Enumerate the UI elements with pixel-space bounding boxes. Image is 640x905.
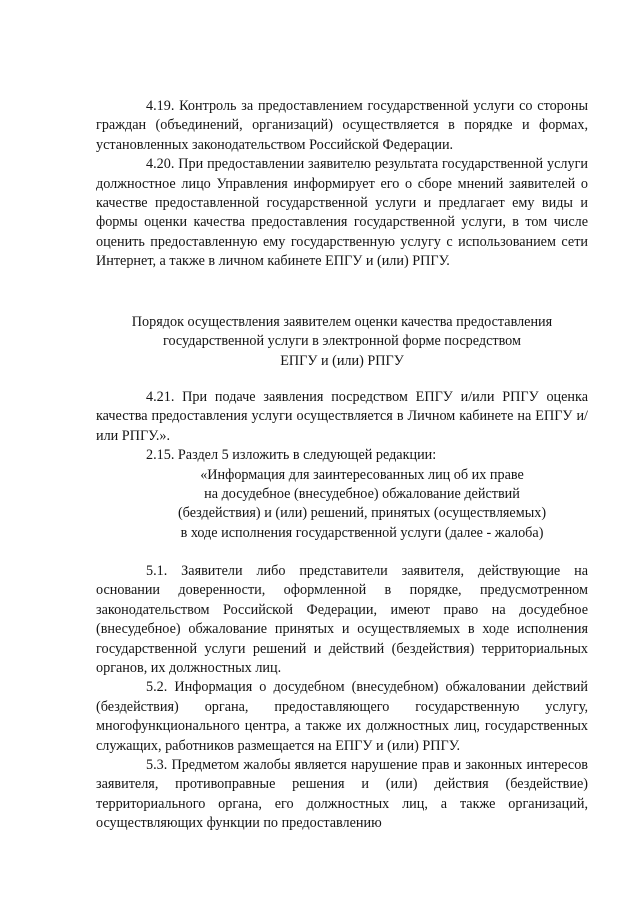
heading-line-2: государственной услуги в электронной форме посредством bbox=[163, 333, 521, 350]
heading-quality-assessment bbox=[96, 313, 588, 371]
paragraph-4-19: 4.19. Контроль за предоставлением государственной услуги со стороны граждан (объединений, организаций) осуществляется в порядке и формах, установленных законодательством Российской Федерации. bbox=[96, 98, 588, 153]
section-4-block bbox=[96, 97, 588, 272]
heading-2-line-3: (бездействия) и (или) решений, принятых (осуществляемых) bbox=[177, 505, 547, 522]
heading-complaint-info bbox=[96, 466, 588, 544]
paragraph-5-2: 5.2. Информация о досудебном (внесудебном) обжаловании действий (бездействия) органа, предоставляющего государственную услугу, многофункционального центра, а также их должностных лиц, государственных служащих, работников размещается на ЕПГУ и (или) РПГУ. bbox=[96, 679, 588, 754]
heading-2-line-1: «Информация для заинтересованных лиц об их праве bbox=[200, 466, 524, 483]
paragraph-4-20: 4.20. При предоставлении заявителю результата государственной услуги должностное лицо Управления информирует его о сборе мнений заявителей о качестве предоставленной государственной услуги и предлагает ему виды и формы оценки качества предоставления государственной услуги, в том числе оценить предоставленную ему государственную услугу с использованием сети Интернет, а также в личном кабинете ЕПГУ и (или) РПГУ. bbox=[96, 156, 588, 270]
heading-2-line-2: на досудебное (внесудебное) обжалование действий bbox=[204, 486, 520, 503]
paragraph-5-1: 5.1. Заявители либо представители заявителя, действующие на основании доверенности, оформленной в порядке, предусмотренном законодательством Российской Федерации, имеют право на досудебное (внесудебное) обжалование принятых и осуществляемых в ходе исполнения государственной услуги решений и действий (бездействия) территориальных органов, их должностных лиц. bbox=[96, 563, 588, 677]
paragraph-4-21: 4.21. При подаче заявления посредством ЕПГУ и/или РПГУ оценка качества предоставления услуги осуществляется в Личном кабинете на ЕПГУ и/или РПГУ.». bbox=[96, 389, 588, 444]
section-5-block bbox=[96, 562, 588, 834]
heading-line-1: Порядок осуществления заявителем оценки качества предоставления bbox=[131, 314, 553, 330]
paragraph-5-3: 5.3. Предметом жалобы является нарушение прав и законных интересов заявителя, противоправные решения и (или) действия (бездействие) территориального органа, его должностных лиц, а также организаций, осуществляющих функции по предоставлению bbox=[96, 757, 588, 832]
paragraph-2-15: 2.15. Раздел 5 изложить в следующей редакции: bbox=[146, 447, 437, 464]
heading-line-3: ЕПГУ и (или) РПГУ bbox=[280, 352, 404, 369]
amendment-block bbox=[96, 388, 588, 543]
heading-2-line-4: в ходе исполнения государственной услуги (далее - жалоба) bbox=[180, 524, 544, 541]
